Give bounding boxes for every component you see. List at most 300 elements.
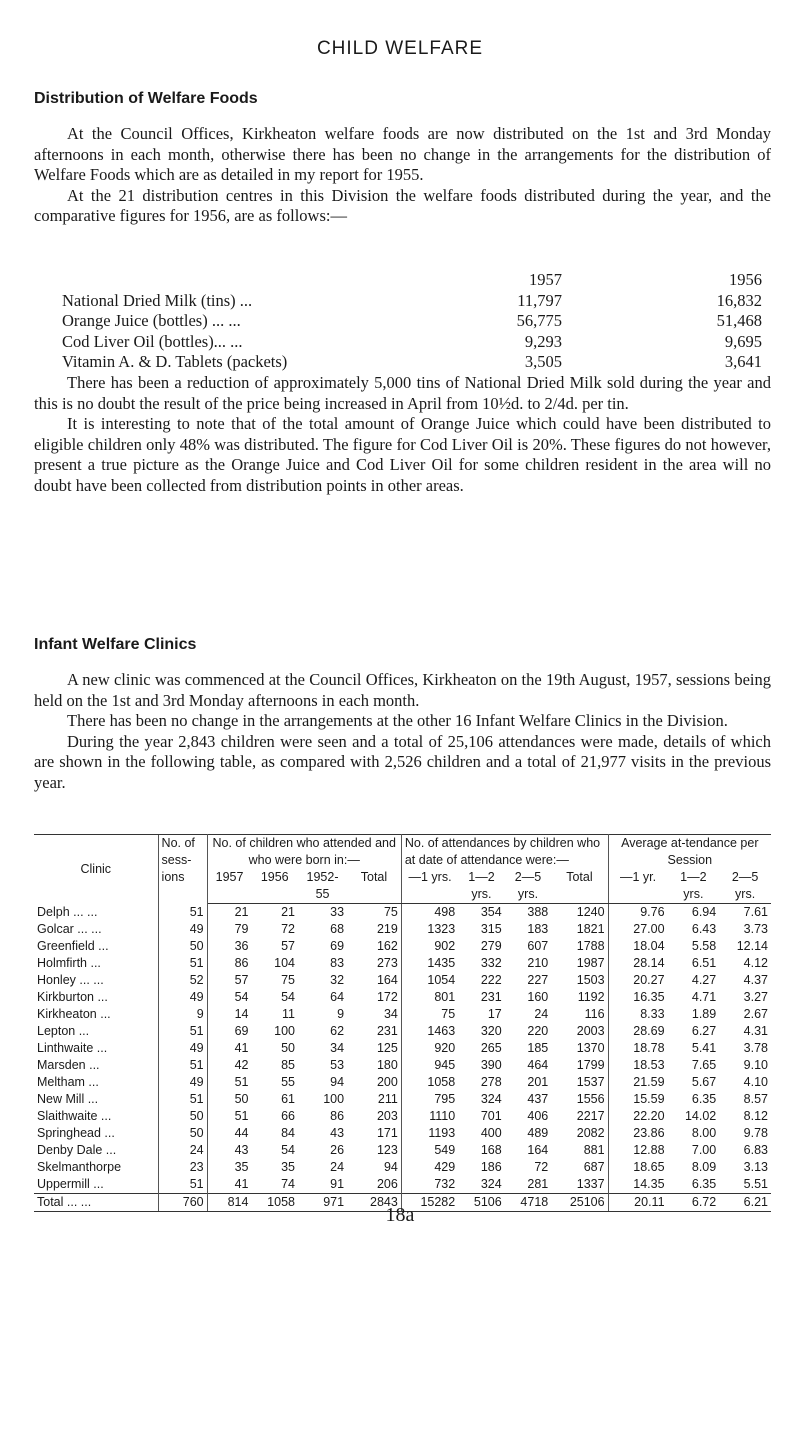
attend-under-1: 801 <box>434 990 456 1004</box>
avg-under-1: 20.11 <box>608 1194 667 1212</box>
born-1956: 72 <box>281 922 295 936</box>
avg-1-2: 6.72 <box>668 1194 720 1212</box>
clinics-table-body <box>34 904 771 1212</box>
attend-under-1: 795 <box>434 1092 456 1106</box>
table-row <box>34 1023 771 1040</box>
clinic-name: Denby Dale ... <box>37 1143 117 1157</box>
attend-total: 116 <box>551 1006 608 1023</box>
sessions: 52 <box>158 972 207 989</box>
table-row <box>34 955 771 972</box>
attend-2-5: 406 <box>527 1109 549 1123</box>
value-1957: 3,505 <box>524 352 562 371</box>
born-1956: 100 <box>274 1024 295 1038</box>
avg-under-1: 14.35 <box>633 1177 665 1191</box>
average-group-header: Average at-tendance per Session <box>608 835 771 870</box>
paragraph: There has been a reduction of approximately 5,000 tins of National Dried Milk sold during the year and this is no doubt the result of the price being increased in April from 10½d. to 2/4d. per tin. <box>34 373 771 413</box>
avg-2-5: 3.13 <box>743 1160 768 1174</box>
attend-total: 1370 <box>551 1040 608 1057</box>
avg-1-2: 6.27 <box>691 1024 717 1038</box>
children-total: 162 <box>347 938 401 955</box>
attend-2-5: 24 <box>534 1007 549 1021</box>
avg-2-5: 12.14 <box>736 939 768 953</box>
sessions: 51 <box>158 1091 207 1108</box>
children-total: 75 <box>347 904 401 922</box>
born-1957: 79 <box>234 922 249 936</box>
value-1956: 51,468 <box>716 311 762 330</box>
born-1952-55: 68 <box>330 922 345 936</box>
born-1956: 74 <box>281 1177 295 1191</box>
attend-1-2: 17 <box>487 1007 502 1021</box>
attend-under-1: 498 <box>434 905 456 919</box>
value-1956: 16,832 <box>716 290 762 310</box>
col-1957: 1957 <box>207 869 251 904</box>
attend-2-5: 160 <box>527 990 549 1004</box>
attend-2-5: 281 <box>527 1177 549 1191</box>
avg-under-1: 28.69 <box>633 1024 665 1038</box>
col-attend-total: Total <box>551 869 608 904</box>
attend-total: 687 <box>551 1159 608 1176</box>
avg-under-1: 16.35 <box>633 990 665 1004</box>
table-row <box>34 938 771 955</box>
attend-total: 1537 <box>551 1074 608 1091</box>
born-1957: 42 <box>234 1058 249 1072</box>
attend-under-1: 920 <box>434 1041 456 1055</box>
born-1952-55: 64 <box>330 990 345 1004</box>
children-total: 94 <box>347 1159 401 1176</box>
avg-2-5: 3.27 <box>743 990 768 1004</box>
attend-2-5: 489 <box>527 1126 549 1140</box>
born-1957: 69 <box>234 1024 249 1038</box>
attend-total: 1987 <box>551 955 608 972</box>
avg-under-1: 18.78 <box>633 1041 665 1055</box>
value-1957: 56,775 <box>516 311 562 330</box>
clinic-name: New Mill ... <box>37 1092 99 1106</box>
attend-2-5: 607 <box>527 939 549 953</box>
attend-1-2: 278 <box>480 1075 502 1089</box>
clinic-name: Lepton ... <box>37 1024 90 1038</box>
attend-1-2: 265 <box>480 1041 502 1055</box>
attend-under-1: 15282 <box>401 1194 458 1212</box>
attend-1-2: 315 <box>480 922 502 936</box>
avg-2-5: 5.51 <box>743 1177 768 1191</box>
born-1956: 50 <box>281 1041 295 1055</box>
born-1952-55: 33 <box>330 905 345 919</box>
attend-total: 1556 <box>551 1091 608 1108</box>
table-row <box>34 1006 771 1023</box>
born-1956: 21 <box>281 905 295 919</box>
attend-under-1: 1110 <box>429 1109 456 1123</box>
attend-2-5: 464 <box>527 1058 549 1072</box>
table-row <box>34 1040 771 1057</box>
attend-1-2: 231 <box>480 990 502 1004</box>
attend-2-5: 220 <box>527 1024 549 1038</box>
children-group-header: No. of children who attended and who were born in:— <box>207 835 401 870</box>
sessions: 50 <box>158 1125 207 1142</box>
attend-1-2: 320 <box>480 1024 502 1038</box>
attend-under-1: 1058 <box>427 1075 456 1089</box>
sessions: 49 <box>158 1040 207 1057</box>
attend-1-2: 332 <box>480 956 502 970</box>
avg-1-2: 5.41 <box>691 1041 717 1055</box>
avg-1-2: 7.65 <box>691 1058 717 1072</box>
attend-1-2: 400 <box>480 1126 502 1140</box>
sessions: 51 <box>158 904 207 922</box>
paragraph: At the 21 distribution centres in this Division the welfare foods distributed during the year, and the comparative figures for 1956, are as follows:— <box>34 185 771 225</box>
born-1952-55: 53 <box>330 1058 345 1072</box>
attend-under-1: 1323 <box>427 922 456 936</box>
value-1956: 3,641 <box>724 352 762 371</box>
avg-under-1: 23.86 <box>633 1126 665 1140</box>
avg-2-5: 2.67 <box>743 1007 768 1021</box>
attend-total: 1192 <box>551 989 608 1006</box>
attend-1-2: 354 <box>480 905 502 919</box>
born-1957: 814 <box>207 1194 251 1212</box>
welfare-foods-text <box>34 124 771 227</box>
born-1957: 54 <box>234 990 249 1004</box>
born-1956: 75 <box>281 973 295 987</box>
col-avg-1-2: 1—2 yrs. <box>668 869 720 904</box>
avg-2-5: 6.83 <box>743 1143 768 1157</box>
children-total: 211 <box>347 1091 401 1108</box>
welfare-foods-heading: Distribution of Welfare Foods <box>34 90 258 107</box>
born-1957: 44 <box>234 1126 249 1140</box>
clinic-name: Uppermill ... <box>37 1177 104 1191</box>
born-1956: 66 <box>281 1109 295 1123</box>
clinic-name: Springhead ... <box>37 1126 115 1140</box>
born-1957: 35 <box>234 1160 249 1174</box>
born-1952-55: 62 <box>330 1024 345 1038</box>
born-1952-55: 86 <box>330 1109 345 1123</box>
avg-under-1: 18.53 <box>633 1058 665 1072</box>
avg-2-5: 4.10 <box>743 1075 768 1089</box>
avg-under-1: 8.33 <box>640 1007 665 1021</box>
food-row <box>62 311 762 332</box>
clinic-header: Clinic <box>34 835 158 904</box>
value-1957: 11,797 <box>517 290 562 310</box>
attend-2-5: 164 <box>527 1143 549 1157</box>
avg-1-2: 5.58 <box>691 939 717 953</box>
clinic-name: Slaithwaite ... <box>37 1109 112 1123</box>
children-total: 164 <box>347 972 401 989</box>
sessions: 9 <box>158 1006 207 1023</box>
sessions: 51 <box>158 1057 207 1074</box>
attend-total: 2003 <box>551 1023 608 1040</box>
clinic-name: Honley ... ... <box>37 973 104 987</box>
col-children-total: Total <box>347 869 401 904</box>
children-total: 172 <box>347 989 401 1006</box>
born-1956: 11 <box>282 1007 295 1021</box>
paragraph: There has been no change in the arrangements at the other 16 Infant Welfare Clinics in the Division. <box>67 711 728 730</box>
avg-1-2: 14.02 <box>684 1109 717 1123</box>
attend-2-5: 227 <box>527 973 549 987</box>
year-1957-header: 1957 <box>529 270 562 289</box>
attend-total: 881 <box>551 1142 608 1159</box>
attend-under-1: 902 <box>434 939 456 953</box>
born-1957: 50 <box>234 1092 249 1106</box>
table-row <box>34 1074 771 1091</box>
attend-under-1: 1463 <box>427 1024 456 1038</box>
avg-2-5: 4.31 <box>743 1024 768 1038</box>
attend-1-2: 279 <box>480 939 502 953</box>
avg-2-5: 9.10 <box>743 1058 768 1072</box>
avg-1-2: 7.00 <box>691 1143 717 1157</box>
attend-1-2: 701 <box>480 1109 502 1123</box>
clinics-heading: Infant Welfare Clinics <box>34 636 197 653</box>
clinic-name: Greenfield ... <box>37 939 109 953</box>
table-row <box>34 1108 771 1125</box>
children-total: 2843 <box>347 1194 401 1212</box>
table-row <box>34 921 771 938</box>
avg-2-5: 4.37 <box>743 973 768 987</box>
food-label: National Dried Milk (tins) ... <box>62 290 253 310</box>
year-header-row <box>62 270 762 291</box>
avg-1-2: 6.94 <box>691 905 717 919</box>
born-1952-55: 24 <box>330 1160 345 1174</box>
paragraph: It is interesting to note that of the total amount of Orange Juice which could have been distributed to eligible children only 48% was distributed. The figure for Cod Liver Oil is 20%. These figures do not however, present a true picture as the Orange Juice and Cod Liver Oil for some children resident in the area will no doubt have been collected from distribution points in other areas. <box>34 414 771 495</box>
clinic-name: Meltham ... <box>37 1075 99 1089</box>
born-1952-55: 94 <box>330 1075 345 1089</box>
born-1956: 54 <box>281 1143 295 1157</box>
attend-total: 1503 <box>551 972 608 989</box>
attend-1-2: 5106 <box>458 1194 505 1212</box>
children-total: 231 <box>347 1023 401 1040</box>
avg-1-2: 5.67 <box>691 1075 717 1089</box>
food-label: Orange Juice (bottles) ... ... <box>62 311 241 330</box>
table-row <box>34 989 771 1006</box>
children-total: 171 <box>347 1125 401 1142</box>
born-1956: 104 <box>274 956 295 970</box>
attend-2-5: 183 <box>527 922 549 936</box>
clinic-name: Delph ... ... <box>37 904 98 919</box>
avg-1-2: 8.00 <box>691 1126 717 1140</box>
attend-total: 1799 <box>551 1057 608 1074</box>
born-1952-55: 32 <box>330 973 345 987</box>
avg-2-5: 7.61 <box>743 905 768 919</box>
paragraph: At the Council Offices, Kirkheaton welfare foods are now distributed on the 1st and 3rd Monday afternoons in each month, otherwise there has been no change in the arrangements for the distribution of Welfare Foods which are as detailed in my report for 1955. <box>34 124 771 184</box>
avg-under-1: 21.59 <box>633 1075 665 1089</box>
born-1956: 54 <box>281 990 295 1004</box>
sessions: 49 <box>158 921 207 938</box>
attend-total: 2217 <box>551 1108 608 1125</box>
children-total: 123 <box>347 1142 401 1159</box>
attend-2-5: 185 <box>527 1041 549 1055</box>
col-1952-55: 1952-55 <box>298 869 347 904</box>
table-row <box>34 972 771 989</box>
born-1952-55: 69 <box>330 939 345 953</box>
avg-1-2: 1.89 <box>691 1007 717 1021</box>
attend-under-1: 1435 <box>427 956 456 970</box>
table-row <box>34 1142 771 1159</box>
attend-under-1: 549 <box>434 1143 456 1157</box>
welfare-foods-text-2 <box>34 373 771 496</box>
sessions: 51 <box>158 1176 207 1194</box>
attend-1-2: 390 <box>480 1058 502 1072</box>
sessions: 49 <box>158 1074 207 1091</box>
born-1957: 41 <box>234 1177 249 1191</box>
clinic-name: Kirkheaton ... <box>37 1007 111 1021</box>
born-1957: 57 <box>234 973 249 987</box>
page-number: 18a <box>385 1204 415 1226</box>
avg-2-5: 3.78 <box>743 1041 768 1055</box>
avg-under-1: 15.59 <box>633 1092 665 1106</box>
attend-2-5: 388 <box>527 905 549 919</box>
col-1956: 1956 <box>251 869 298 904</box>
avg-under-1: 9.76 <box>640 905 665 919</box>
clinic-name: Golcar ... ... <box>37 922 102 936</box>
born-1952-55: 91 <box>330 1177 345 1191</box>
clinic-name: Total ... ... <box>34 1194 158 1212</box>
food-row <box>62 291 762 312</box>
attend-under-1: 75 <box>441 1007 456 1021</box>
attend-total: 25106 <box>551 1194 608 1212</box>
attend-1-2: 324 <box>480 1092 502 1106</box>
avg-under-1: 22.20 <box>633 1109 665 1123</box>
clinic-name: Kirkburton ... <box>37 990 108 1004</box>
children-total: 219 <box>347 921 401 938</box>
born-1957: 14 <box>234 1007 249 1021</box>
food-row <box>62 332 762 353</box>
clinic-name: Marsden ... <box>37 1058 100 1072</box>
children-total: 125 <box>347 1040 401 1057</box>
table-row <box>34 1091 771 1108</box>
table-row <box>34 1057 771 1074</box>
avg-1-2: 8.09 <box>691 1160 717 1174</box>
born-1957: 43 <box>234 1143 249 1157</box>
born-1952-55: 26 <box>330 1143 345 1157</box>
born-1956: 1058 <box>251 1194 298 1212</box>
born-1957: 86 <box>234 956 249 970</box>
born-1952-55: 83 <box>330 956 345 970</box>
avg-under-1: 28.14 <box>633 956 665 970</box>
attend-under-1: 429 <box>434 1160 456 1174</box>
table-row <box>34 1125 771 1142</box>
children-total: 203 <box>347 1108 401 1125</box>
children-total: 206 <box>347 1176 401 1194</box>
born-1957: 21 <box>234 905 249 919</box>
born-1952-55: 9 <box>337 1007 345 1021</box>
attend-total: 1337 <box>551 1176 608 1194</box>
born-1956: 55 <box>281 1075 295 1089</box>
born-1952-55: 100 <box>323 1092 345 1106</box>
clinics-table <box>34 834 771 1212</box>
attend-2-5: 4718 <box>505 1194 552 1212</box>
sessions: 50 <box>158 1108 207 1125</box>
attend-1-2: 186 <box>480 1160 502 1174</box>
sessions: 760 <box>158 1194 207 1212</box>
avg-under-1: 12.88 <box>633 1143 665 1157</box>
value-1956: 9,695 <box>724 331 762 351</box>
attend-under-1: 945 <box>434 1058 456 1072</box>
children-total: 34 <box>347 1006 401 1023</box>
food-label: Cod Liver Oil (bottles)... ... <box>62 331 243 351</box>
sessions: 50 <box>158 938 207 955</box>
attend-1-2: 168 <box>480 1143 502 1157</box>
born-1956: 85 <box>281 1058 295 1072</box>
children-total: 273 <box>347 955 401 972</box>
avg-1-2: 6.35 <box>691 1092 717 1106</box>
attend-1-2: 324 <box>480 1177 502 1191</box>
avg-2-5: 4.12 <box>743 956 768 970</box>
born-1952-55: 43 <box>330 1126 345 1140</box>
born-1956: 61 <box>281 1092 295 1106</box>
table-row <box>34 904 771 922</box>
avg-1-2: 4.71 <box>691 990 717 1004</box>
sessions: 49 <box>158 989 207 1006</box>
welfare-foods-figures <box>62 270 762 373</box>
attend-under-1: 1193 <box>428 1126 456 1140</box>
page-title: CHILD WELFARE <box>316 38 484 59</box>
born-1957: 51 <box>234 1075 249 1089</box>
attend-total: 2082 <box>551 1125 608 1142</box>
attend-under-1: 1054 <box>427 973 456 987</box>
paragraph: During the year 2,843 children were seen and a total of 25,106 attendances were made, details of which are shown in the following table, as compared with 2,526 children and a total of 21,977 visits in the previous year. <box>34 731 771 792</box>
table-row <box>34 1176 771 1194</box>
sessions: 51 <box>158 1023 207 1040</box>
born-1957: 36 <box>234 939 249 953</box>
attend-total: 1240 <box>551 904 608 922</box>
children-total: 200 <box>347 1074 401 1091</box>
clinic-name: Skelmanthorpe <box>37 1160 122 1174</box>
attend-under-1: 732 <box>434 1177 456 1191</box>
col-1-2: 1—2 yrs. <box>458 869 505 904</box>
attend-2-5: 72 <box>534 1160 549 1174</box>
avg-2-5: 8.12 <box>743 1109 768 1123</box>
attend-total: 1788 <box>551 938 608 955</box>
avg-1-2: 6.35 <box>691 1177 717 1191</box>
value-1957: 9,293 <box>524 331 562 351</box>
col-avg-2-5: 2—5 yrs. <box>719 869 771 904</box>
avg-under-1: 18.04 <box>633 939 665 953</box>
col-avg-under-1: —1 yr. <box>608 869 667 904</box>
born-1957: 51 <box>234 1109 249 1123</box>
sessions: 23 <box>158 1159 207 1176</box>
sessions-header: No. of sess-ions <box>158 835 207 904</box>
avg-under-1: 18.65 <box>633 1160 665 1174</box>
children-total: 180 <box>347 1057 401 1074</box>
clinic-name: Holmfirth ... <box>37 956 101 970</box>
avg-2-5: 9.78 <box>743 1126 768 1140</box>
avg-1-2: 6.43 <box>691 922 717 936</box>
table-row <box>34 1159 771 1176</box>
sessions: 51 <box>158 955 207 972</box>
born-1952-55: 34 <box>330 1041 345 1055</box>
attend-total: 1821 <box>551 921 608 938</box>
clinic-name: Linthwaite ... <box>37 1041 108 1055</box>
avg-under-1: 27.00 <box>633 922 665 936</box>
clinics-text <box>34 670 771 793</box>
year-1956-header: 1956 <box>729 270 762 289</box>
avg-2-5: 8.57 <box>743 1092 768 1106</box>
avg-1-2: 4.27 <box>691 973 717 987</box>
attend-2-5: 210 <box>527 956 549 970</box>
col-under-1: —1 yrs. <box>401 869 458 904</box>
born-1956: 57 <box>281 939 295 953</box>
attend-2-5: 437 <box>527 1092 549 1106</box>
food-row <box>62 352 762 373</box>
attend-2-5: 201 <box>527 1075 549 1089</box>
sessions: 24 <box>158 1142 207 1159</box>
col-2-5: 2—5 yrs. <box>505 869 552 904</box>
born-1952-55: 971 <box>298 1194 347 1212</box>
born-1956: 84 <box>281 1126 295 1140</box>
paragraph: A new clinic was commenced at the Council Offices, Kirkheaton on the 19th August, 1957, sessions being held on the 1st and 3rd Monday afternoons in each month. <box>34 670 771 710</box>
food-label: Vitamin A. & D. Tablets (packets) <box>62 352 288 371</box>
born-1957: 41 <box>234 1041 249 1055</box>
born-1956: 35 <box>281 1160 295 1174</box>
attend-1-2: 222 <box>480 973 502 987</box>
attendances-group-header: No. of attendances by children who at date of attendance were:— <box>401 835 608 870</box>
avg-2-5: 3.73 <box>743 922 768 936</box>
